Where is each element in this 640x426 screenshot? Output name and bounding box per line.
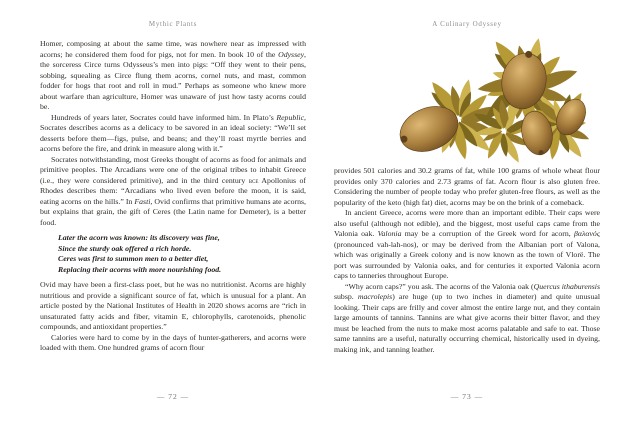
poem-line: Ceres was first to summon men to a better diet,	[58, 254, 209, 263]
paragraph: “Why acorn caps?” you ask. The acorns of the Valonia oak (Quercus ithaburensis subsp. macrolepis) are huge (up to two inches in diameter) and quite unusual looking. Their caps are frilly and cover almost the entire large nut, and they contain large amounts of tannins. Tannins are what give acorns their bitter flavor, and they must be leached from the nuts to make most acorns palatable and safe to eat. Those same tannins are a useful, naturally occurring chemical, historically used in dyeing, making ink, and tanning leather.	[334, 281, 600, 354]
page-number-left: — 72 —	[156, 392, 190, 401]
paragraph: provides 501 calories and 30.2 grams of fat, while 100 grams of whole wheat flour provides only 370 calories and 2.73 grams of fat. Acorn flour is also gluten free. Considering the number of people today who prefer gluten-free flours, as well as the popularity of the keto (high fat) diet, acorns may be on the brink of a comeback.	[334, 166, 600, 207]
paragraph: Calories were hard to come by in the days of hunter-gatherers, and acorns were loaded with them. One hundred grams of acorn flour	[40, 332, 306, 352]
paragraph: Hundreds of years later, Socrates could have informed him. In Plato’s Republic, Socrates describes acorns as a delicacy to be savored in an ideal society: “We’ll set desserts before them—figs, pulse, and beans; and they’ll roast myrtle berries and acorns before the fire, and drink in measure along with it.”	[40, 112, 306, 153]
poem-line: Later the acorn was known: its discovery was fine,	[58, 233, 220, 242]
paragraph: In ancient Greece, acorns were more than an important edible. Their caps were also useful (although not edible), and the biggest, most useful caps came from the Valonia oak. Valonia may be a corruption of the Greek word for acorn, βαλανός (pronounced vah-lah-nos), or may be derived from the Albanian port of Valona, which was originally a Greek colony and is now known as the town of Vlorë. The port was surrounded by Valonia oaks, and for centuries it exported Valonia acorn caps to tanneries throughout Europe.	[334, 208, 600, 280]
paragraph: Ovid may have been a first-class poet, but he was no nutritionist. Acorns are highly nutritious and provide a significant source of fat, which is unusual for a plant. An article posted by the National Institutes of Health in 2020 shows acorns are “rich in unsaturated fatty acids and fiber, vitamin E, chlorophylls, carotenoids, phenolic compounds, and antioxidant properties.”	[40, 280, 306, 331]
right-page	[334, 0, 600, 426]
acorns-illustration	[384, 33, 589, 163]
poem-line: Since the sturdy oak offered a rich horde.	[58, 243, 192, 253]
poem-line: Replacing their acorns with more nourishing food.	[58, 264, 222, 274]
right-page-text	[334, 166, 600, 355]
paragraph: Socrates notwithstanding, most Greeks thought of acorns as food for animals and primitive peoples. The Arcadians were one of the original tribes to inhabit Greece (i.e., they were considered primitive), and in the third century bce Apollonius of Rhodes describes them: “Arcadians who lived even before the moon, it is said, eating acorns on the hills.” In Fasti, Ovid confirms that primitive humans ate acorns, but explains that grain, the gift of Ceres (the Latin name for Demeter), is a better food.	[40, 154, 306, 227]
running-head-right: A Culinary Odyssey	[432, 20, 502, 28]
left-page	[40, 0, 306, 426]
block-quote-poem	[58, 233, 306, 275]
running-head-left: Mythic Plants	[148, 20, 198, 28]
page-number-right: — 73 —	[450, 392, 484, 401]
paragraph: Homer, composing at about the same time, was nowhere near as impressed with acorns; he considered them food for pigs, not for men. In book 10 of the Odyssey, the sorceress Circe turns Odysseus’s men into pigs: “Off they went to their pens, sobbing, squealing as Circe flung them acorns, cornel nuts, and mast, common fodder for hogs that root and roll in mud.” Perhaps as someone who knew more about warfare than agriculture, Homer was unaware of just how tasty acorns could be.	[40, 39, 306, 111]
left-page-text	[40, 39, 306, 354]
